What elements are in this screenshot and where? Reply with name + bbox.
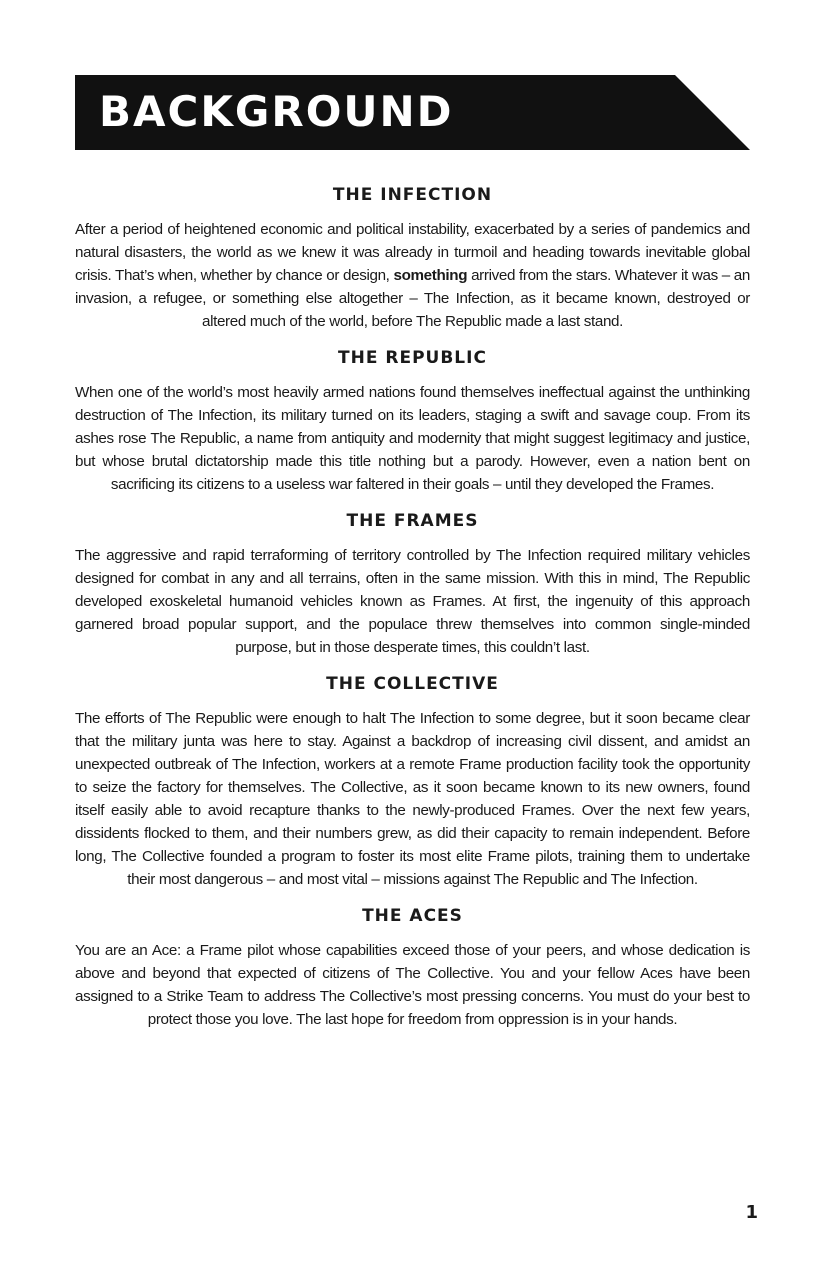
section-banner bbox=[75, 75, 750, 150]
page-number: 1 bbox=[745, 1202, 758, 1223]
emphasis-text: something bbox=[393, 267, 468, 284]
section-paragraph: The aggressive and rapid terraforming of territory controlled by The Infection required military vehicles designed for combat in any and all terrains, often in the same mission. With this in mind, The Republic developed exoskeletal humanoid vehicles known as Frames. At first, the ingenuity of this approach garnered broad popular support, and the populace threw themselves into common single-minded purpose, but in those desperate times, this couldn’t last. bbox=[75, 547, 750, 656]
paragraph-text: After a period of heightened economic and political instability, exacerbated by a series of pandemics and natural disasters, the world as we knew it was already in turmoil and heading towards inevitable global crisis. That’s when, whether by chance or design, bbox=[75, 221, 750, 284]
section-infection bbox=[75, 184, 750, 333]
page-title: BACKGROUND bbox=[99, 87, 454, 136]
section-collective bbox=[75, 673, 750, 891]
main-content bbox=[75, 184, 750, 1045]
section-paragraph: The efforts of The Republic were enough to halt The Infection to some degree, but it soon became clear that the military junta was here to stay. Against a backdrop of increasing civil dissent, and amidst an unexpected outbreak of The Infection, workers at a remote Frame production facility took the opportunity to seize the factory for themselves. The Collective, as it soon became known to its new owners, found itself easily able to avoid recapture thanks to the newly-produced Frames. Over the next few years, dissidents flocked to them, and their numbers grew, as did their capacity to remain independent. Before long, The Collective founded a program to foster its most elite Frame pilots, training them to undertake their most dangerous – and most vital – missions against The Republic and The Infection. bbox=[75, 710, 750, 888]
section-republic bbox=[75, 347, 750, 496]
section-heading: THE REPUBLIC bbox=[338, 348, 487, 368]
section-aces bbox=[75, 905, 750, 1031]
paragraph-text: arrived from the stars. Whatever it was – an invasion, a refugee, or something else altogether – The Infection, as it became known, destroyed or altered much of the world, before The Republic made a last stand. bbox=[75, 267, 750, 330]
section-paragraph: When one of the world’s most heavily armed nations found themselves ineffectual against the unthinking destruction of The Infection, its military turned on its leaders, staging a swift and savage coup. From its ashes rose The Republic, a name from antiquity and modernity that might suggest legitimacy and justice, but whose brutal dictatorship made this title nothing but a parody. However, even a nation bent on sacrificing its citizens to a useless war faltered in their goals – until they developed the Frames. bbox=[75, 384, 750, 493]
section-paragraph bbox=[75, 218, 750, 333]
section-heading: THE COLLECTIVE bbox=[326, 674, 499, 694]
section-heading: THE ACES bbox=[362, 906, 463, 926]
section-frames bbox=[75, 510, 750, 659]
section-heading: THE FRAMES bbox=[346, 511, 479, 531]
section-heading: THE INFECTION bbox=[332, 185, 493, 205]
section-paragraph: You are an Ace: a Frame pilot whose capabilities exceed those of your peers, and whose dedication is above and beyond that expected of citizens of The Collective. You and your fellow Aces have been assigned to a Strike Team to address The Collective’s most pressing concerns. You must do your best to protect those you love. The last hope for freedom from oppression is in your hands. bbox=[75, 942, 750, 1028]
